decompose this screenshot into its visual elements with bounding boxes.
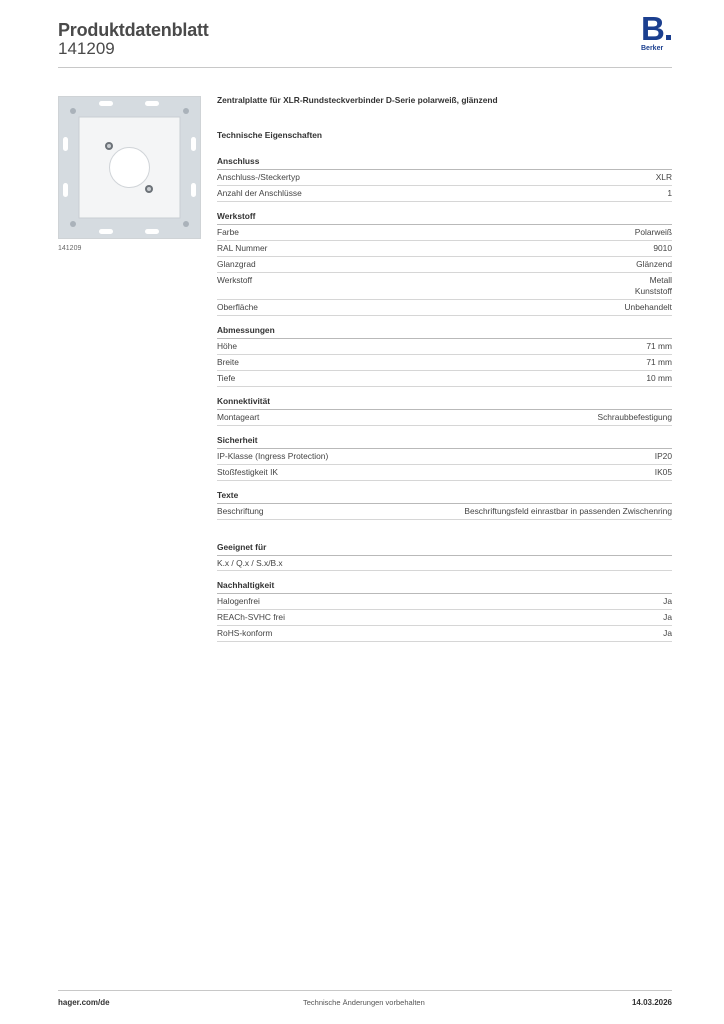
spec-row: [217, 449, 672, 465]
spec-value-line: Metall: [649, 275, 672, 285]
spec-group: [217, 156, 672, 202]
spec-group: [217, 396, 672, 426]
spec-row: [217, 626, 672, 642]
spec-group-title: Geeignet für: [217, 542, 672, 556]
spec-row: [217, 355, 672, 371]
spec-row: [217, 465, 672, 481]
spec-group-title: Werkstoff: [217, 211, 672, 225]
product-title: Zentralplatte für XLR-Rundsteckverbinder D-Serie polarweiß, glänzend: [217, 95, 498, 105]
spec-value: [636, 259, 672, 270]
spec-label: Werkstoff: [217, 275, 253, 285]
spec-row: [217, 339, 672, 355]
spec-group: [217, 490, 672, 520]
spec-label: Höhe: [217, 341, 238, 351]
spec-group: [217, 542, 672, 571]
spec-group-title: Texte: [217, 490, 672, 504]
spec-group-title: Sicherheit: [217, 435, 672, 449]
spec-group-title: Nachhaltigkeit: [217, 580, 672, 594]
spec-label: RoHS-konform: [217, 628, 273, 638]
spec-row: [217, 504, 672, 520]
spec-value: [635, 275, 672, 297]
spec-group-title: Anschluss: [217, 156, 672, 170]
spec-row: [217, 556, 672, 571]
spec-group-title: Konnektivität: [217, 396, 672, 410]
spec-value: [663, 628, 672, 639]
footer-website-link[interactable]: hager.com/de: [58, 998, 110, 1007]
spec-value-line: IK05: [654, 467, 672, 477]
spec-value: [646, 341, 672, 352]
spec-label: RAL Nummer: [217, 243, 268, 253]
spec-label: Stoßfestigkeit IK: [217, 467, 278, 477]
section-label: Technische Eigenschaften: [217, 130, 323, 140]
spec-label: Tiefe: [217, 373, 236, 383]
spec-label: Beschriftung: [217, 506, 264, 516]
spec-label: Anzahl der Anschlüsse: [217, 188, 302, 198]
logo-letter-text: B: [641, 10, 665, 47]
footer-date: 14.03.2026: [631, 998, 672, 1007]
spec-value-line: 71 mm: [646, 357, 672, 367]
spec-value-line: Unbehandelt: [624, 302, 672, 312]
spec-row: [217, 186, 672, 202]
product-image: [58, 96, 201, 239]
spec-value-line: XLR: [655, 172, 672, 182]
spec-row: [217, 241, 672, 257]
spec-value-line: Glänzend: [636, 259, 672, 269]
spec-label: IP-Klasse (Ingress Protection): [217, 451, 329, 461]
spec-value: [625, 302, 673, 313]
spec-value-line: Ja: [663, 596, 672, 606]
spec-label: Montageart: [217, 412, 260, 422]
spec-label: Farbe: [217, 227, 239, 237]
spec-value: [646, 373, 672, 384]
spec-value: [464, 506, 672, 517]
footer-divider: [58, 990, 672, 991]
spec-value: [598, 412, 673, 423]
spec-value-line: 1: [667, 188, 672, 198]
spec-group-title: Abmessungen: [217, 325, 672, 339]
spec-row: [217, 371, 672, 387]
spec-label: K.x / Q.x / S.x/B.x: [217, 558, 283, 568]
spec-value: [667, 188, 672, 199]
spec-value-line: 71 mm: [646, 341, 672, 351]
spec-value: [663, 596, 672, 607]
spec-value: [656, 172, 672, 183]
spec-label: REACh-SVHC frei: [217, 612, 285, 622]
spec-group: [217, 325, 672, 387]
spec-value-line: Polarweiß: [634, 227, 672, 237]
spec-value: [663, 612, 672, 623]
document-title: Produktdatenblatt: [58, 20, 209, 40]
spec-row: [217, 410, 672, 426]
spec-row: [217, 300, 672, 316]
spec-value: [655, 467, 672, 478]
footer-disclaimer: Technische Änderungen vorbehalten: [303, 998, 425, 1007]
spec-row: [217, 225, 672, 241]
spec-row: [217, 273, 672, 300]
spec-row: [217, 257, 672, 273]
spec-value-line: 9010: [653, 243, 672, 253]
berker-logo[interactable]: [641, 10, 675, 52]
spec-value: [646, 357, 672, 368]
spec-value: [655, 451, 672, 462]
spec-groups: [217, 156, 672, 642]
spec-label: Halogenfrei: [217, 596, 260, 606]
spec-label: Anschluss-/Steckertyp: [217, 172, 300, 182]
spec-value-line: 10 mm: [646, 373, 672, 383]
spec-row: [217, 170, 672, 186]
spec-value-line: Ja: [663, 612, 672, 622]
spec-group: [217, 435, 672, 481]
spec-value: [635, 227, 672, 238]
spec-value-line: Kunststoff: [634, 286, 672, 296]
spec-content: [217, 95, 672, 642]
logo-letter: [641, 10, 675, 47]
logo-name: Berker: [641, 45, 664, 52]
spec-label: Oberfläche: [217, 302, 258, 312]
product-number: 141209: [58, 39, 115, 58]
spec-value-line: Ja: [663, 628, 672, 638]
spec-row: [217, 594, 672, 610]
spec-value: [653, 243, 672, 254]
header-divider: [58, 67, 672, 68]
spec-row: [217, 610, 672, 626]
spec-group: [217, 211, 672, 316]
spec-label: Breite: [217, 357, 239, 367]
logo-dot: [666, 35, 671, 40]
spec-value-line: IP20: [654, 451, 672, 461]
image-caption: 141209: [58, 245, 82, 252]
spec-value-line: Beschriftungsfeld einrastbar in passenden Zwischenring: [464, 506, 672, 516]
spec-group: [217, 580, 672, 642]
spec-label: Glanzgrad: [217, 259, 256, 269]
spec-value-line: Schraubbefestigung: [597, 412, 672, 422]
